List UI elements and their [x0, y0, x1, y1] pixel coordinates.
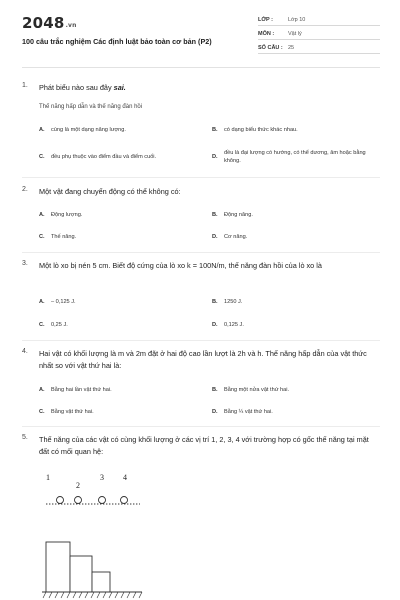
option-text: 1250 J.: [224, 299, 243, 305]
option-text: Bằng một nửa vật thứ hai.: [224, 387, 290, 393]
option-text: Cơ năng.: [224, 234, 248, 240]
question-number: 4.: [22, 348, 28, 355]
option-text: Thế năng.: [51, 234, 77, 240]
meta-count-value: 25: [288, 45, 295, 51]
option-text: Bằng hai lần vật thứ hai.: [51, 387, 112, 393]
meta-subject-label: MÔN :: [258, 31, 275, 37]
question-1: [22, 82, 380, 182]
object-circle: [99, 497, 106, 504]
option-letter: B.: [212, 127, 218, 133]
middle-block: [70, 556, 92, 592]
option-text: 0,25 J.: [51, 322, 68, 328]
question-text-main: Phát biểu nào sau đây: [39, 83, 112, 92]
meta-class-label: LỚP :: [258, 17, 273, 23]
document-header: [0, 0, 400, 72]
question-2: [22, 186, 380, 246]
option-letter: C.: [39, 409, 45, 415]
option-text: đều phụ thuộc vào điểm đầu và điểm cuối.: [51, 154, 157, 160]
option-text: Động lượng.: [51, 212, 83, 218]
option-letter: A.: [39, 127, 45, 133]
ground-hatch: [43, 592, 142, 598]
question-divider: [22, 426, 380, 427]
question-emphasis: sai.: [113, 83, 126, 92]
positions-figure: [40, 466, 150, 510]
question-text: [39, 82, 380, 94]
position-label-3: 3: [100, 473, 104, 482]
object-circle: [75, 497, 82, 504]
meta-class-value: Lớp 10: [288, 17, 306, 23]
header-divider: [22, 67, 380, 68]
option-letter: A.: [39, 212, 45, 218]
question-statement: Thế năng hấp dẫn và thế năng đàn hồi: [39, 104, 143, 110]
option-letter: D.: [212, 322, 218, 328]
option-text: 0,125 J.: [224, 322, 244, 328]
meta-count: [258, 44, 380, 54]
object-circle: [57, 497, 64, 504]
option-letter: A.: [39, 299, 45, 305]
question-number: 5.: [22, 434, 28, 441]
option-text: có dạng biểu thức khác nhau.: [224, 127, 298, 133]
document-title: 100 câu trắc nghiệm Các định luật bảo toàn cơ bản (P2): [22, 37, 212, 46]
option-text: Động năng.: [224, 212, 253, 218]
site-logo[interactable]: [22, 14, 77, 32]
option-letter: A.: [39, 387, 45, 393]
blocks-figure: [42, 532, 152, 600]
question-4: [22, 348, 380, 420]
object-circle: [121, 497, 128, 504]
position-label-2: 2: [76, 481, 80, 490]
option-text: – 0,125 J.: [51, 299, 76, 305]
option-letter: D.: [212, 154, 218, 160]
position-label-4: 4: [123, 473, 127, 482]
option-text: Bằng vật thứ hai.: [51, 409, 94, 415]
question-text: Thế năng của các vật có cùng khối lượng ở các vị trí 1, 2, 3, 4 với trường hợp có gốc thế năng tại mặt đất có mối quan hệ:: [39, 435, 369, 456]
question-text: Một vật đang chuyển động có thể không có:: [39, 187, 181, 196]
option-letter: C.: [39, 154, 45, 160]
option-letter: D.: [212, 234, 218, 240]
tall-block: [46, 542, 70, 592]
question-number: 2.: [22, 186, 28, 193]
question-text: Một lò xo bị nén 5 cm. Biết độ cứng của lò xo k = 100N/m, thế năng đàn hồi của lò xo là: [39, 261, 322, 270]
option-letter: B.: [212, 299, 218, 305]
short-block: [92, 572, 110, 592]
question-3: [22, 260, 380, 332]
option-text: Bằng ¼ vật thứ hai.: [224, 409, 273, 415]
meta-count-label: SỐ CÂU :: [258, 45, 283, 51]
option-letter: C.: [39, 322, 45, 328]
question-text: Hai vật có khối lượng là m và 2m đặt ở hai độ cao lần lượt là 2h và h. Thế năng hấp dẫn của vật thức nhất so với vật thứ hai là:: [39, 349, 367, 370]
option-text: cùng là một dạng năng lượng.: [51, 127, 126, 133]
question-5: [22, 434, 380, 464]
option-letter: B.: [212, 387, 218, 393]
logo-suffix: .vn: [65, 22, 77, 29]
meta-subject: [258, 30, 380, 40]
logo-text: 2048: [22, 14, 65, 32]
question-divider: [22, 252, 380, 253]
option-letter: D.: [212, 409, 218, 415]
meta-class: [258, 16, 380, 26]
question-number: 1.: [22, 82, 28, 89]
option-letter: C.: [39, 234, 45, 240]
position-label-1: 1: [46, 473, 50, 482]
meta-subject-value: Vật lý: [288, 31, 302, 37]
question-divider: [22, 340, 380, 341]
question-number: 3.: [22, 260, 28, 267]
option-letter: B.: [212, 212, 218, 218]
question-divider: [22, 177, 380, 178]
option-text: đều là đại lượng có hướng, có thể dương, âm hoặc bằng không.: [224, 150, 366, 164]
